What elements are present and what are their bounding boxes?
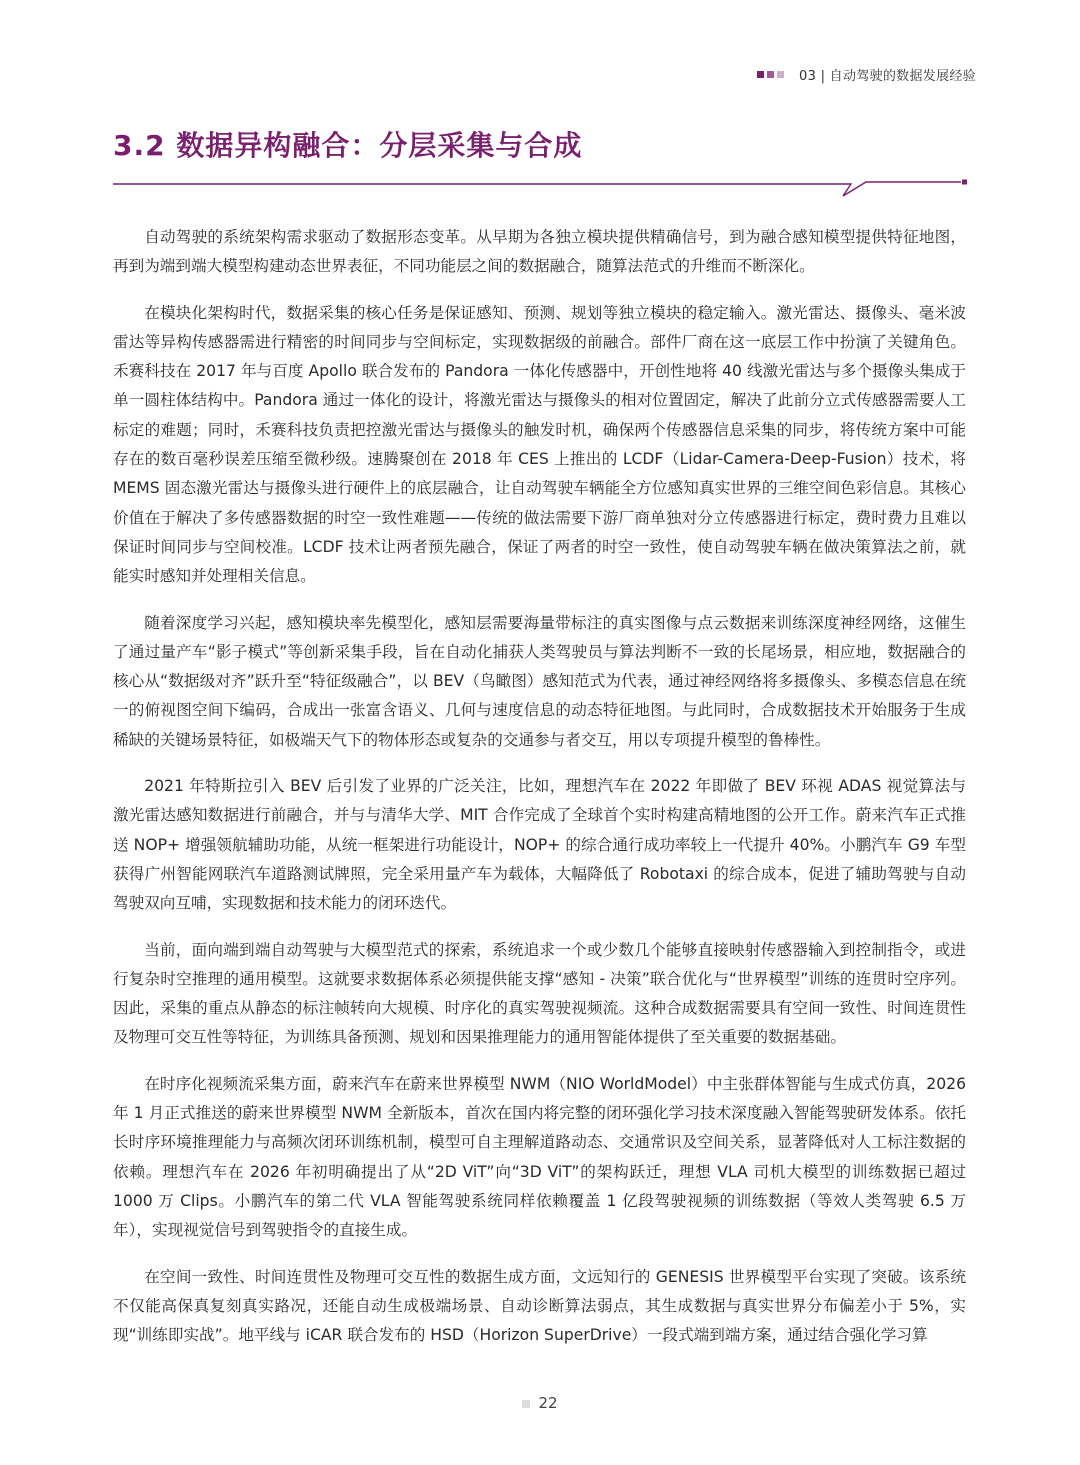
paragraph: 2021 年特斯拉引入 BEV 后引发了业界的广泛关注，比如，理想汽车在 2022 年即做了 BEV 环视 ADAS 视觉算法与激光雷达感知数据进行前融合，并与与清华大学、MIT 合作完成了全球首个实时构建高精地图的公开工作。蔚来汽车正式推送 NOP+ 增强领航辅助功能，从统一框架进行功能设计，NOP+ 的综合通行成功率较上一代提升 40%。小鹏汽车 G9 车型获得广州智能网联汽车道路测试牌照，完全采用量产车为载体，大幅降低了 Robotaxi 的综合成本，促进了辅助驾驶与自动驾驶双向互哺，实现数据和技术能力的闭环迭代。 [113, 777, 966, 913]
page-number: 22 [538, 1394, 558, 1412]
chapter-label: 03 | 自动驾驶的数据发展经验 [799, 69, 976, 84]
header-color-marks [757, 71, 784, 78]
title-divider [113, 176, 975, 200]
page-footer [0, 1394, 1080, 1412]
paragraph: 当前，面向端到端自动驾驶与大模型范式的探索，系统追求一个或少数几个能够直接映射传感器输入到控制指令，或进行复杂时空推理的通用模型。这就要求数据体系必须提供能支撑“感知 - 决策”联合优化与“世界模型”训练的连贯时空序列。因此，采集的重点从静态的标注帧转向大规模、时序化的真实驾驶视频流。这种合成数据需要具有空间一致性、时间连贯性及物理可交互性等特征，为训练具备预测、规划和因果推理能力的通用智能体提供了至关重要的数据基础。 [113, 940, 966, 1047]
header-mark-light [777, 71, 784, 78]
paragraph: 在模块化架构时代，数据采集的核心任务是保证感知、预测、规划等独立模块的稳定输入。激光雷达、摄像头、毫米波雷达等异构传感器需进行精密的时间同步与空间标定，实现数据级的前融合。部件厂商在这一底层工作中扮演了关键角色。禾赛科技在 2017 年与百度 Apollo 联合发布的 Pandora 一体化传感器中，开创性地将 40 线激光雷达与多个摄像头集成于单一圆柱体结构中。Pandora 通过一体化的设计，将激光雷达与摄像头的相对位置固定，解决了此前分立式传感器需要人工标定的难题；同时，禾赛科技负责把控激光雷达与摄像头的触发时机，确保两个传感器信息采集的同步，将传统方案中可能存在的数百毫秒误差压缩至微秒级。速腾聚创在 2018 年 CES 上推出的 LCDF（Lidar-Camera-Deep-Fusion）技术，将 MEMS 固态激光雷达与摄像头进行硬件上的底层融合，让自动驾驶车辆能全方位感知真实世界的三维空间色彩信息。其核心价值在于解决了多传感器数据的时空一致性难题——传统的做法需要下游厂商单独对分立传感器进行标定，费时费力且难以保证时间同步与空间校准。LCDF 技术让两者预先融合，保证了两者的时空一致性，使自动驾驶车辆在做决策算法之前，就能实时感知并处理相关信息。 [113, 303, 966, 586]
paragraph: 在时序化视频流采集方面，蔚来汽车在蔚来世界模型 NWM（NIO WorldModel）中主张群体智能与生成式仿真，2026 年 1 月正式推送的蔚来世界模型 NWM 全新版本，首次在国内将完整的闭环强化学习技术深度融入智能驾驶研发体系。依托长时序环境推理能力与高频次闭环训练机制，模型可自主理解道路动态、交通常识及空间关系，显著降低对人工标注数据的依赖。理想汽车在 2026 年初明确提出了从“2D ViT”向“3D ViT”的架构跃迁，理想 VLA 司机大模型的训练数据已超过 1000 万 Clips。小鹏汽车的第二代 VLA 智能驾驶系统同样依赖覆盖 1 亿段驾驶视频的训练数据（等效人类驾驶 6.5 万年），实现视觉信号到驾驶指令的直接生成。 [113, 1074, 966, 1240]
header-mark-mid [767, 71, 774, 78]
paragraph: 随着深度学习兴起，感知模块率先模型化，感知层需要海量带标注的真实图像与点云数据来训练深度神经网络，这催生了通过量产车“影子模式”等创新采集手段，旨在自动化捕获人类驾驶员与算法判断不一致的长尾场景，相应地，数据融合的核心从“数据级对齐”跃升至“特征级融合”，以 BEV（鸟瞰图）感知范式为代表，通过神经网络将多摄像头、多模态信息在统一的俯视图空间下编码，合成出一张富含语义、几何与速度信息的动态特征地图。与此同时，合成数据技术开始服务于生成稀缺的关键场景特征，如极端天气下的物体形态或复杂的交通参与者交互，用以专项提升模型的鲁棒性。 [113, 613, 966, 749]
article-body [113, 223, 966, 1367]
paragraph: 自动驾驶的系统架构需求驱动了数据形态变革。从早期为各独立模块提供精确信号，到为融合感知模型提供特征地图，再到为端到端大模型构建动态世界表征，不同功能层之间的数据融合，随算法范式的升维而不断深化。 [113, 228, 966, 276]
paragraph: 在空间一致性、时间连贯性及物理可交互性的数据生成方面，文远知行的 GENESIS 世界模型平台实现了突破。该系统不仅能高保真复刻真实路况，还能自动生成极端场景、自动诊断算法弱点，其生成数据与真实世界分布偏差小于 5%，实现“训练即实战”。地平线与 iCAR 联合发布的 HSD（Horizon SuperDrive）一段式端到端方案，通过结合强化学习算 [113, 1267, 966, 1345]
page-number-marker [522, 1400, 530, 1408]
section-title: 3.2 数据异构融合：分层采集与合成 [113, 129, 583, 162]
header-mark-dark [757, 71, 764, 78]
